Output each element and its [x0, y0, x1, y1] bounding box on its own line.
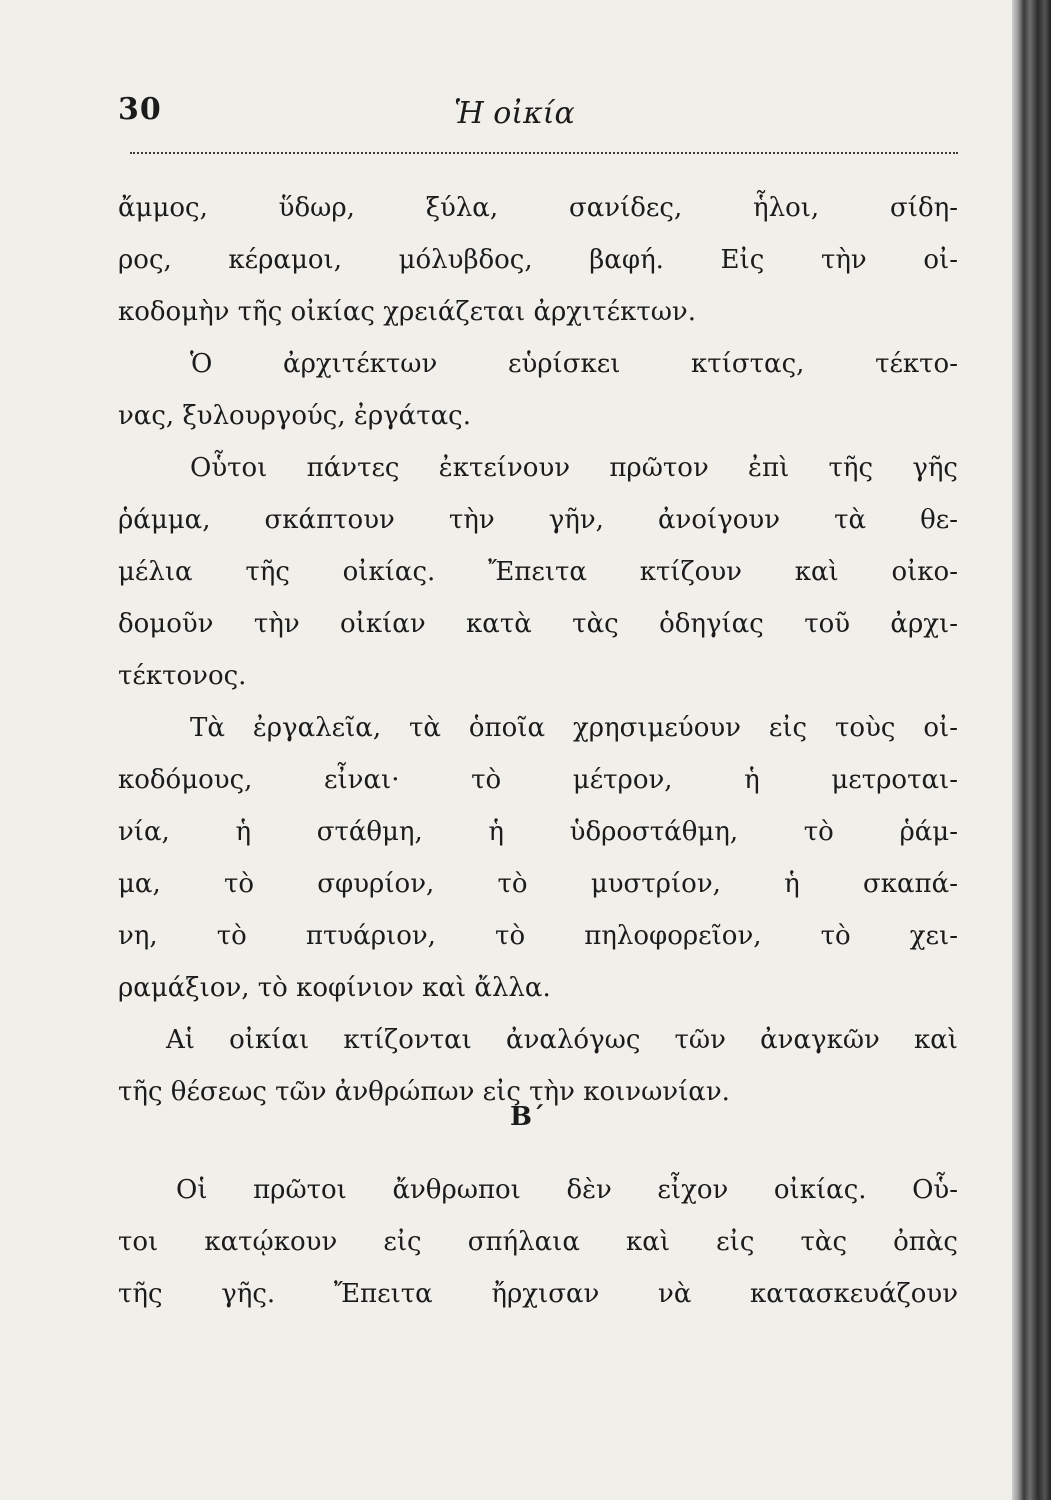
- section-heading: Β΄: [510, 1102, 545, 1132]
- text-line: μέλια τῆς οἰκίας. Ἔπειτα κτίζουν καὶ οἰκο-: [118, 557, 958, 587]
- text-line: τοι κατῴκουν εἰς σπήλαια καὶ εἰς τὰς ὀπὰς: [118, 1227, 958, 1257]
- text-line: μα, τὸ σφυρίον, τὸ μυστρίον, ἡ σκαπά-: [118, 869, 958, 899]
- text-line: ῥάμμα, σκάπτουν τὴν γῆν, ἀνοίγουν τὰ θε-: [118, 505, 958, 535]
- text-line: κοδομὴν τῆς οἰκίας χρειάζεται ἀρχιτέκτων.: [118, 297, 696, 327]
- text-line: Ὁ ἀρχιτέκτων εὑρίσκει κτίστας, τέκτο-: [190, 349, 958, 379]
- text-line: ρος, κέραμοι, μόλυβδος, βαφή. Εἰς τὴν οἰ-: [118, 245, 958, 275]
- text-line: Οἱ πρῶτοι ἄνθρωποι δὲν εἶχον οἰκίας. Οὗ-: [176, 1175, 958, 1205]
- text-line: τῆς θέσεως τῶν ἀνθρώπων εἰς τὴν κοινωνίαν.: [118, 1077, 730, 1107]
- text-line: νας, ξυλουργούς, ἐργάτας.: [118, 401, 471, 431]
- text-line: κοδόμους, εἶναι· τὸ μέτρον, ἡ μετροται-: [118, 765, 958, 795]
- text-line: νία, ἡ στάθμη, ἡ ὑδροστάθμη, τὸ ῥάμ-: [118, 817, 958, 847]
- header-rule: [130, 152, 958, 154]
- text-line: δομοῦν τὴν οἰκίαν κατὰ τὰς ὁδηγίας τοῦ ἀρχι-: [118, 609, 958, 639]
- text-line: τῆς γῆς. Ἔπειτα ἤρχισαν νὰ κατασκευάζουν: [118, 1279, 958, 1309]
- page-number: 30: [118, 92, 162, 127]
- body-text-section-b: [118, 1164, 958, 1320]
- text-line: Οὗτοι πάντες ἐκτείνουν πρῶτον ἐπὶ τῆς γῆς: [190, 453, 958, 483]
- text-line: Αἱ οἰκίαι κτίζονται ἀναλόγως τῶν ἀναγκῶν καὶ: [166, 1025, 958, 1055]
- text-line: τέκτονος.: [118, 661, 247, 691]
- running-title: Ἡ οἰκία: [454, 96, 575, 131]
- book-spine-edge: [1012, 0, 1051, 1500]
- text-line: νη, τὸ πτυάριον, τὸ πηλοφορεῖον, τὸ χει-: [118, 921, 958, 951]
- body-text-section-a: [118, 182, 958, 1118]
- text-line: Τὰ ἐργαλεῖα, τὰ ὁποῖα χρησιμεύουν εἰς τοὺς οἰ-: [190, 713, 958, 743]
- text-line: ραμάξιον, τὸ κοφίνιον καὶ ἄλλα.: [118, 973, 551, 1003]
- text-line: ἄμμος, ὕδωρ, ξύλα, σανίδες, ἧλοι, σίδη-: [118, 193, 958, 223]
